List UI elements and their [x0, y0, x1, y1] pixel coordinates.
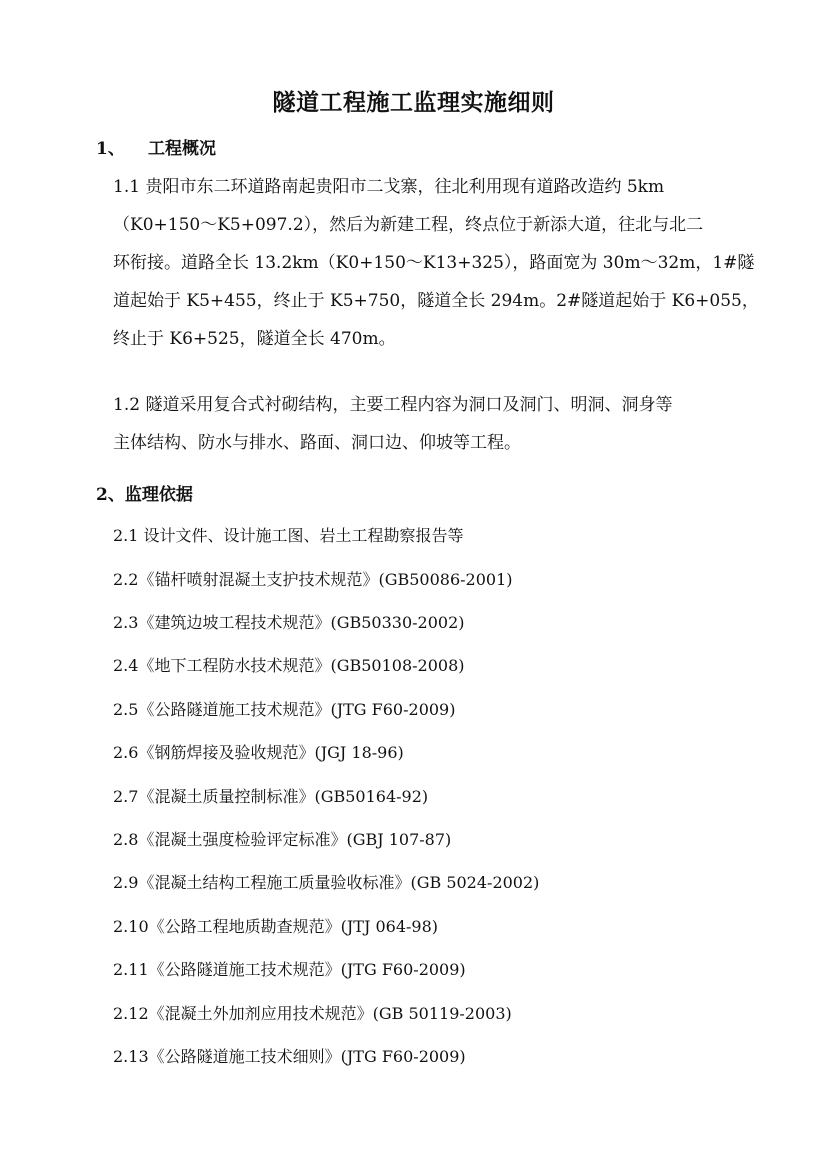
paragraph-line: 主体结构、防水与排水、路面、洞口边、仰坡等工程。: [113, 433, 521, 453]
section-1-title: 工程概况: [148, 139, 216, 159]
paragraph-1-2: [113, 386, 749, 462]
reference-item: 2.7《混凝土质量控制标准》(GB50164-92): [113, 787, 429, 806]
document-title: 隧道工程施工监理实施细则: [272, 89, 555, 116]
reference-item: 2.5《公路隧道施工技术规范》(JTG F60-2009): [113, 700, 456, 719]
reference-item: 2.12《混凝土外加剂应用技术规范》(GB 50119-2003): [113, 1004, 512, 1023]
section-2-heading: 2、监理依据: [96, 485, 193, 505]
reference-item: 2.6《钢筋焊接及验收规范》(JGJ 18-96): [113, 743, 404, 762]
reference-item: 2.11《公路隧道施工技术规范》(JTG F60-2009): [113, 960, 466, 979]
reference-item: 2.10《公路工程地质勘查规范》(JTJ 064-98): [113, 917, 439, 936]
reference-item: 2.1 设计文件、设计施工图、岩土工程勘察报告等: [113, 526, 464, 545]
reference-item: 2.3《建筑边坡工程技术规范》(GB50330-2002): [113, 613, 465, 632]
paragraph-line: 道起始于 K5+455，终止于 K5+750，隧道全长 294m。2#隧道起始于 K6+055，: [113, 291, 759, 311]
section-1-number: 1、: [96, 139, 125, 159]
paragraph-line: 环衔接。道路全长 13.2km（K0+150～K13+325），路面宽为 30m～32m，1#隧: [113, 253, 755, 273]
reference-item: 2.4《地下工程防水技术规范》(GB50108-2008): [113, 656, 465, 675]
paragraph-line: 1.2 隧道采用复合式衬砌结构，主要工程内容为洞口及洞门、明洞、洞身等: [113, 395, 673, 415]
section-1-heading: [96, 134, 216, 159]
reference-item: 2.9《混凝土结构工程施工质量验收标准》(GB 5024-2002): [113, 873, 540, 892]
paragraph-line: 终止于 K6+525，隧道全长 470m。: [113, 329, 396, 349]
reference-item: 2.8《混凝土强度检验评定标准》(GBJ 107-87): [113, 830, 452, 849]
paragraph-1-1: [113, 168, 759, 358]
reference-item: 2.13《公路隧道施工技术细则》(JTG F60-2009): [113, 1047, 466, 1066]
reference-item: 2.2《锚杆喷射混凝土支护技术规范》(GB50086-2001): [113, 570, 513, 589]
paragraph-line: 1.1 贵阳市东二环道路南起贵阳市二戈寨，往北利用现有道路改造约 5km: [113, 177, 665, 197]
paragraph-line: （K0+150～K5+097.2），然后为新建工程，终点位于新添大道，往北与北二: [113, 215, 704, 235]
